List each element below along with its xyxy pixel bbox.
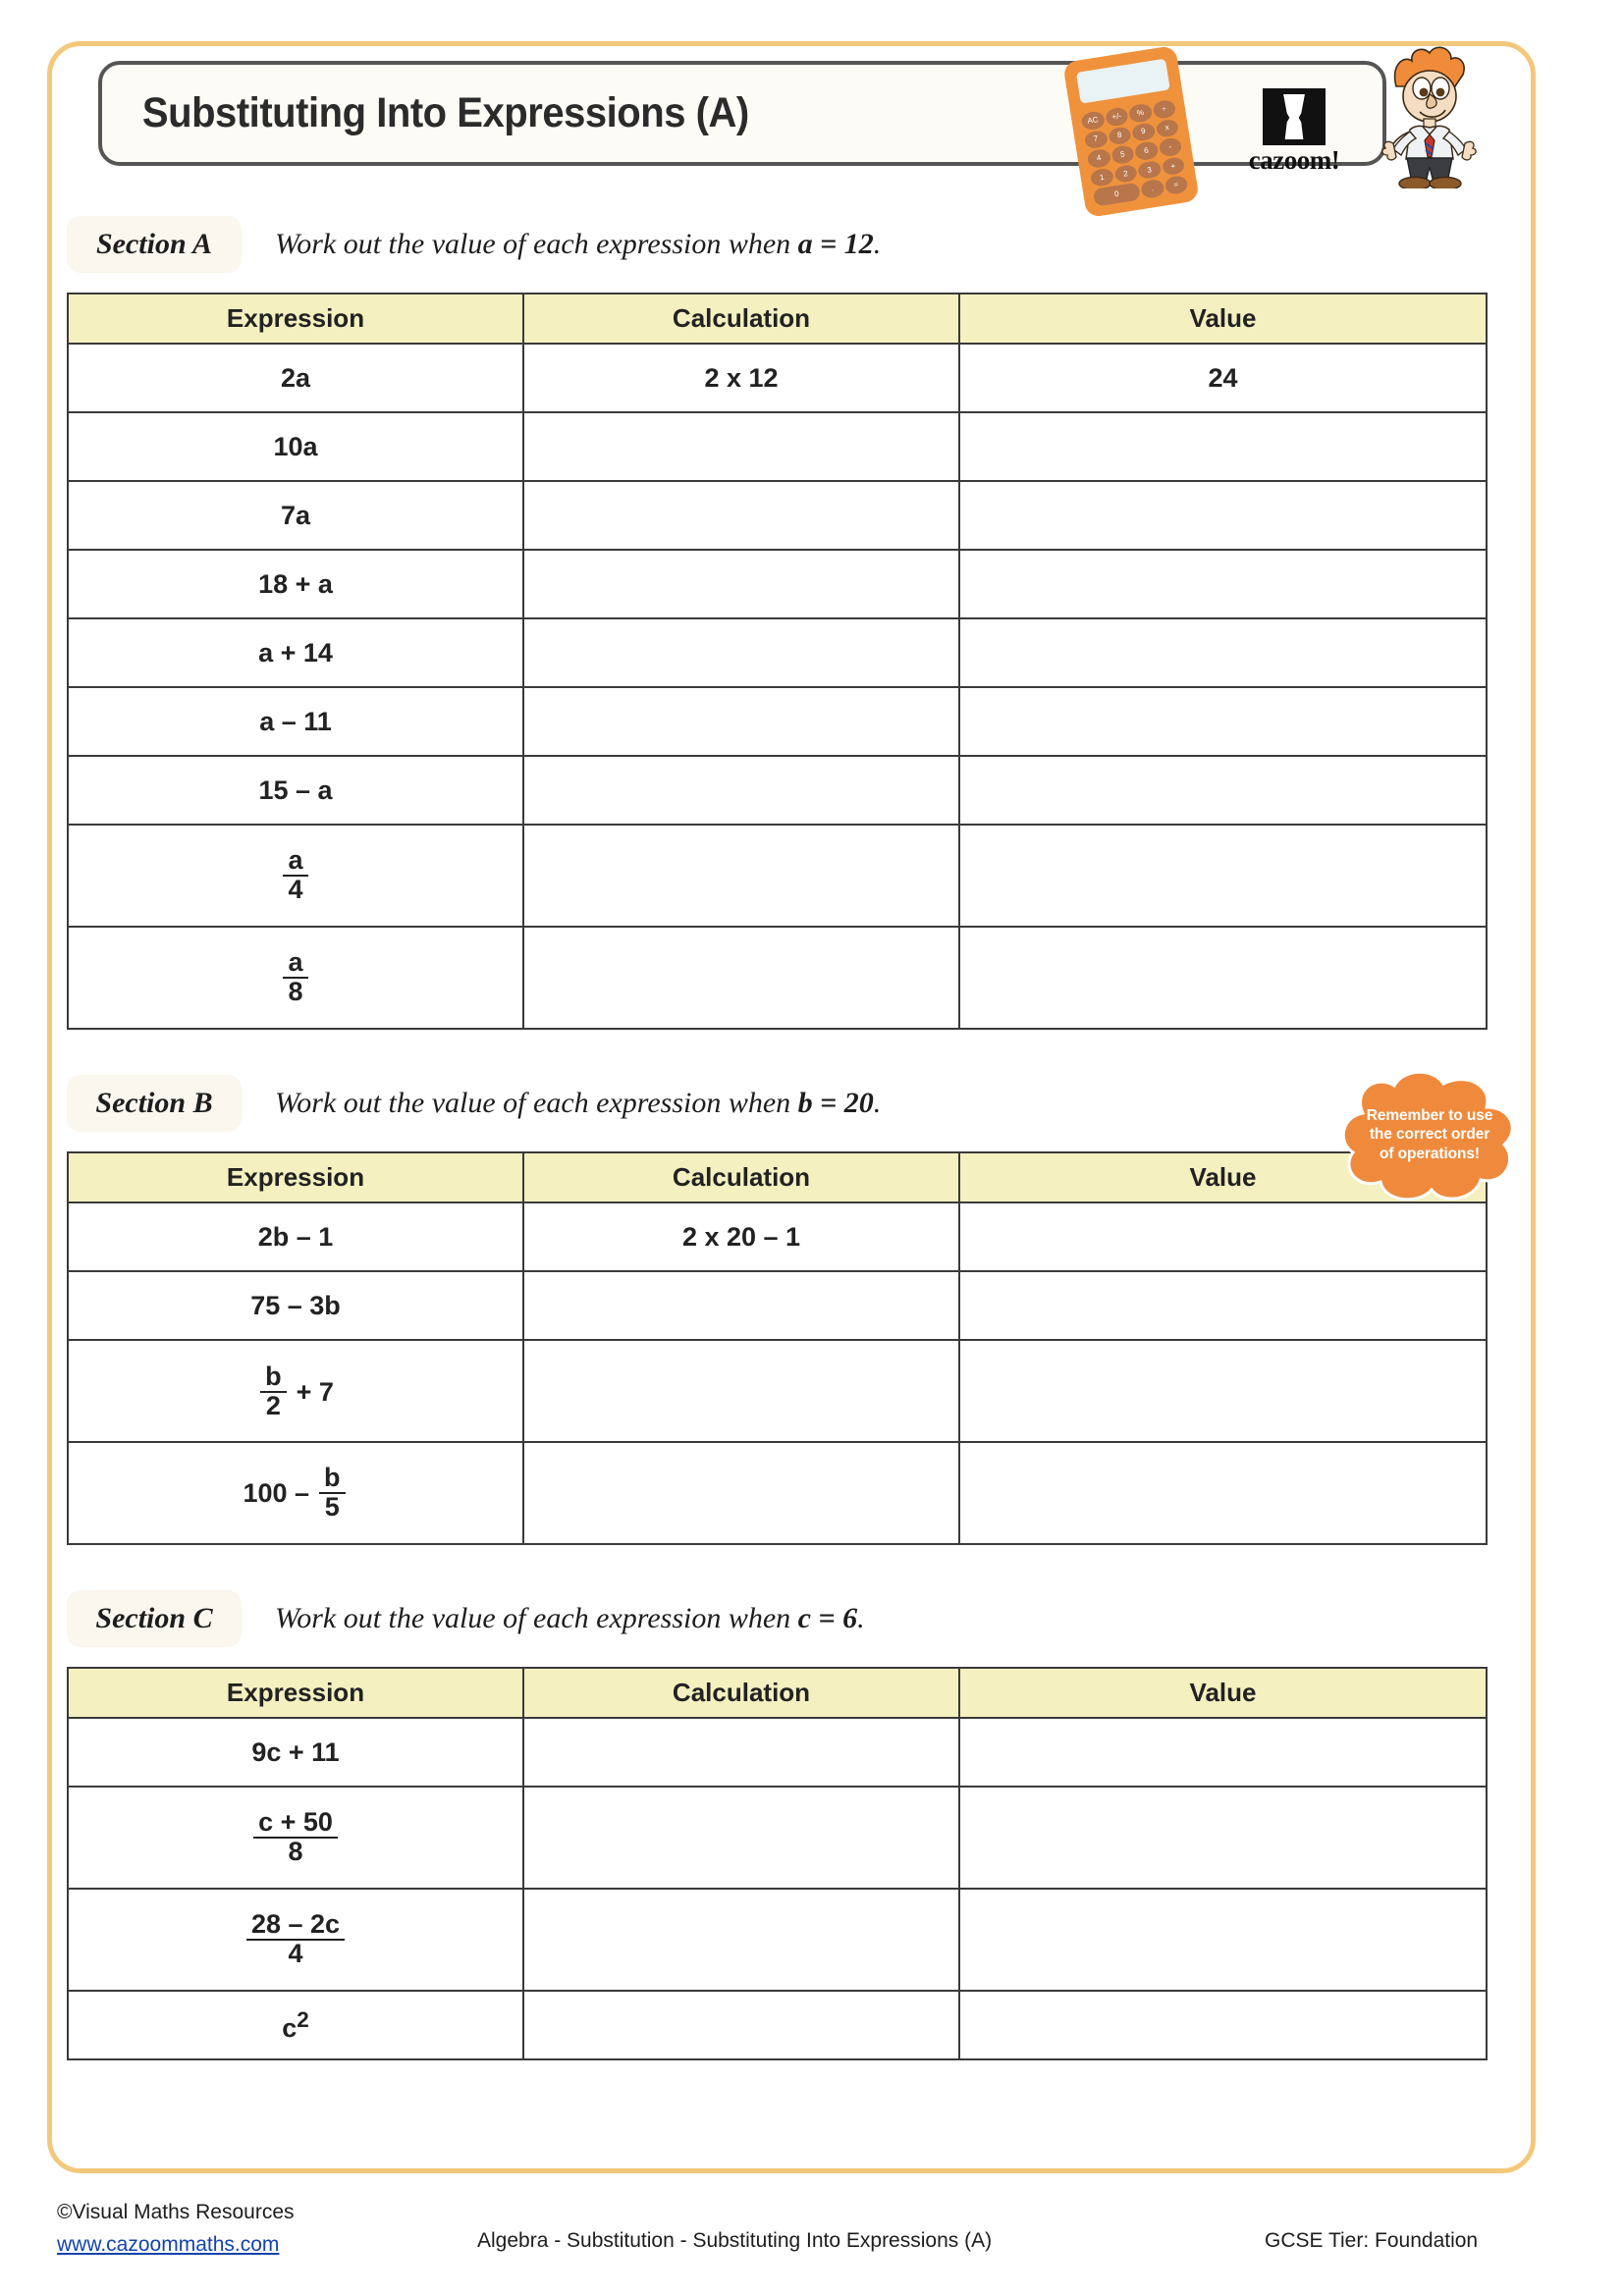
- footer-topic: Algebra - Substitution - Substituting Into Expressions (A): [477, 2229, 993, 2252]
- cell-value[interactable]: [959, 550, 1487, 618]
- exponent: 2: [297, 2006, 309, 2032]
- exercise-table: [67, 1151, 1488, 1545]
- fraction-numerator: a: [283, 949, 307, 979]
- hourglass-icon: [1263, 88, 1326, 145]
- sections-container: [47, 214, 1536, 2060]
- footer-tier: GCSE Tier: Foundation: [1265, 2229, 1479, 2252]
- calculator-key: 8: [1108, 126, 1132, 146]
- calculator-key: .: [1140, 179, 1164, 199]
- brand-wordmark: cazoom!: [1248, 145, 1340, 175]
- table-row: [68, 1202, 1487, 1271]
- table-row: [68, 1718, 1487, 1787]
- cell-expression: [68, 550, 523, 618]
- cell-expression: [68, 618, 523, 687]
- cell-value[interactable]: [959, 481, 1487, 550]
- cell-value[interactable]: [959, 412, 1487, 481]
- table-header-row: [68, 1152, 1487, 1202]
- worksheet-header: [47, 41, 1536, 199]
- cell-value[interactable]: [959, 1889, 1487, 1991]
- calculator-key: 5: [1110, 144, 1135, 165]
- section-label: Section C: [67, 1590, 242, 1647]
- cell-calculation[interactable]: [523, 1271, 959, 1340]
- cell-expression: [68, 1889, 523, 1991]
- reminder-text: [1324, 1066, 1536, 1203]
- section-label: Section B: [67, 1075, 242, 1132]
- table-row: [68, 1442, 1487, 1544]
- exercise-table: [67, 293, 1488, 1030]
- calculator-key: ÷: [1152, 99, 1176, 120]
- expression-value: [257, 1363, 334, 1419]
- reminder-line-3: of operations!: [1380, 1145, 1480, 1162]
- calculator-key: 7: [1084, 130, 1109, 150]
- cell-expression: [68, 1340, 523, 1442]
- table-header-row: [68, 1668, 1487, 1718]
- expression-value: 10a: [273, 431, 318, 461]
- cell-calculation[interactable]: [523, 1718, 959, 1787]
- section-heading: [67, 1073, 1536, 1134]
- expression-value: [283, 949, 307, 1005]
- calculator-key: 0: [1093, 183, 1141, 207]
- table-row: [68, 481, 1487, 550]
- cell-expression: [68, 344, 523, 412]
- fraction: [260, 1363, 287, 1419]
- cell-calculation[interactable]: 2 x 12: [523, 344, 959, 412]
- cell-calculation[interactable]: [523, 618, 959, 687]
- calculator-keypad: [1081, 99, 1189, 207]
- cell-expression: [68, 1991, 523, 2059]
- calculator-key: AC: [1081, 110, 1106, 131]
- expression-value: $c^2$: [282, 2006, 309, 2043]
- section-variable-value: a = 12: [797, 228, 874, 260]
- hourglass-glyph: [1281, 94, 1307, 139]
- cell-expression: [68, 825, 523, 927]
- calculator-key: 1: [1090, 167, 1114, 187]
- page-title: Substituting Into Expressions (A): [141, 89, 749, 136]
- worksheet-content: [47, 41, 1536, 2173]
- cell-value[interactable]: [959, 1991, 1487, 2059]
- section-heading: [67, 1588, 1536, 1649]
- cell-value[interactable]: [959, 825, 1487, 927]
- expression-value: [243, 1465, 348, 1521]
- cell-calculation[interactable]: [523, 550, 959, 618]
- cell-calculation[interactable]: [523, 412, 959, 481]
- calculator-key: 2: [1113, 164, 1138, 185]
- cell-expression: [68, 687, 523, 756]
- reminder-line-1: Remember to use: [1366, 1106, 1493, 1124]
- fraction: [319, 1465, 346, 1521]
- cell-expression: [68, 1442, 523, 1544]
- expression-value: 15 – a: [258, 774, 333, 805]
- section-variable-value: b = 20: [797, 1087, 874, 1119]
- cell-calculation[interactable]: [523, 1889, 959, 1991]
- exercise-table: [67, 1667, 1488, 2060]
- reminder-bubble: [1324, 1066, 1536, 1203]
- column-header-calculation: Calculation: [523, 294, 959, 344]
- expression-suffix: + 7: [296, 1376, 334, 1407]
- column-header-value: Value: [959, 1668, 1487, 1718]
- section-heading: [67, 214, 1536, 275]
- cell-calculation[interactable]: [523, 1442, 959, 1544]
- cell-calculation[interactable]: [523, 481, 959, 550]
- cell-calculation[interactable]: [523, 687, 959, 756]
- fraction-denominator: 5: [324, 1492, 340, 1522]
- website-link[interactable]: www.cazoommaths.com: [57, 2232, 280, 2256]
- column-header-expression: Expression: [68, 1152, 523, 1202]
- cell-value[interactable]: [959, 687, 1487, 756]
- cell-calculation[interactable]: 2 x 20 – 1: [523, 1202, 959, 1271]
- cell-value[interactable]: [959, 1340, 1487, 1442]
- calculator-key: 4: [1087, 148, 1111, 169]
- table-row: [68, 1271, 1487, 1340]
- cell-expression: [68, 1202, 523, 1271]
- cell-value[interactable]: [959, 1442, 1487, 1544]
- cell-expression: [68, 481, 523, 550]
- column-header-value: Value: [959, 1152, 1487, 1202]
- cell-value[interactable]: [959, 1787, 1487, 1889]
- table-row: [68, 1340, 1487, 1442]
- calculator-icon: [1062, 45, 1200, 218]
- expression-value: 9c + 11: [251, 1736, 340, 1767]
- expression-prefix: 100 –: [243, 1477, 310, 1508]
- expression-value: 2a: [280, 362, 311, 393]
- fraction-numerator: a: [283, 847, 307, 877]
- section-label: Section A: [67, 216, 242, 273]
- calculator-key: 6: [1134, 140, 1159, 161]
- fraction-denominator: 8: [288, 1837, 303, 1866]
- table-header-row: [68, 294, 1487, 344]
- fraction-denominator: 8: [288, 977, 303, 1006]
- column-header-value: Value: [959, 294, 1487, 344]
- cell-calculation[interactable]: [523, 1787, 959, 1889]
- cell-expression: [68, 927, 523, 1029]
- section-instruction: Work out the value of each expression when b = 20.: [275, 1087, 882, 1119]
- fraction-numerator: c + 50: [253, 1809, 338, 1839]
- cell-expression: [68, 756, 523, 825]
- table-row: [68, 1991, 1487, 2059]
- column-header-expression: Expression: [68, 1668, 523, 1718]
- cell-value[interactable]: [959, 1271, 1487, 1340]
- table-row: [68, 618, 1487, 687]
- cell-expression: [68, 1718, 523, 1787]
- mascot-illustration: [1361, 41, 1496, 188]
- calculator-key: +: [1161, 156, 1185, 177]
- calculator-key: -: [1158, 137, 1182, 158]
- column-header-calculation: Calculation: [523, 1152, 959, 1202]
- calculator-key: +/-: [1105, 106, 1129, 127]
- table-row: [68, 825, 1487, 927]
- column-header-expression: Expression: [68, 294, 523, 344]
- fraction-denominator: 2: [265, 1391, 281, 1420]
- section-variable-value: c = 6: [797, 1602, 858, 1634]
- calculator-key: 9: [1131, 122, 1156, 142]
- cazoom-logo: [1233, 88, 1355, 183]
- reminder-line-2: the correct order: [1369, 1126, 1490, 1144]
- cell-value[interactable]: [959, 927, 1487, 1029]
- fraction-denominator: 4: [288, 875, 303, 904]
- cell-value[interactable]: [959, 756, 1487, 825]
- expression-value: 18 + a: [258, 568, 333, 599]
- calculator-key: =: [1164, 175, 1188, 195]
- cell-calculation[interactable]: [523, 1340, 959, 1442]
- expression-value: 7a: [280, 500, 311, 530]
- fraction-numerator: b: [319, 1465, 346, 1494]
- fraction-numerator: 28 – 2c: [246, 1911, 345, 1941]
- footer-left: [57, 2197, 295, 2261]
- expression-value: a + 14: [258, 637, 333, 667]
- calculator-key: 3: [1137, 160, 1162, 181]
- calculator-key: %: [1128, 103, 1153, 124]
- table-row: [68, 1889, 1487, 1991]
- expression-value: a – 11: [259, 706, 332, 736]
- cell-value[interactable]: [959, 1202, 1487, 1271]
- cell-calculation[interactable]: [523, 825, 959, 927]
- expression-value: 2b – 1: [257, 1221, 334, 1252]
- expression-value: 75 – 3b: [250, 1290, 341, 1320]
- cell-value[interactable]: [959, 1718, 1487, 1787]
- section-instruction: Work out the value of each expression when c = 6.: [275, 1602, 865, 1634]
- cell-value[interactable]: [959, 618, 1487, 687]
- fraction-numerator: b: [260, 1363, 287, 1393]
- cell-calculation[interactable]: [523, 927, 959, 1029]
- cell-expression: [68, 1787, 523, 1889]
- table-row: [68, 756, 1487, 825]
- calculator-key: x: [1155, 118, 1179, 138]
- table-row: [68, 344, 1487, 412]
- cell-expression: [68, 412, 523, 481]
- cell-calculation[interactable]: [523, 1991, 959, 2059]
- cell-value[interactable]: 24: [959, 344, 1487, 412]
- expression-value: [246, 1911, 345, 1967]
- table-row: [68, 412, 1487, 481]
- cell-expression: [68, 1271, 523, 1340]
- title-box: [98, 61, 1386, 166]
- section-instruction: Work out the value of each expression when a = 12.: [275, 228, 882, 260]
- expression-value: [253, 1809, 338, 1865]
- table-row: [68, 1787, 1487, 1889]
- fraction-denominator: 4: [288, 1939, 303, 1968]
- expression-value: [283, 847, 307, 903]
- table-row: [68, 927, 1487, 1029]
- table-row: [68, 550, 1487, 618]
- column-header-calculation: Calculation: [523, 1668, 959, 1718]
- copyright-text: ©Visual Maths Resources: [57, 2201, 295, 2223]
- cell-calculation[interactable]: [523, 756, 959, 825]
- table-row: [68, 687, 1487, 756]
